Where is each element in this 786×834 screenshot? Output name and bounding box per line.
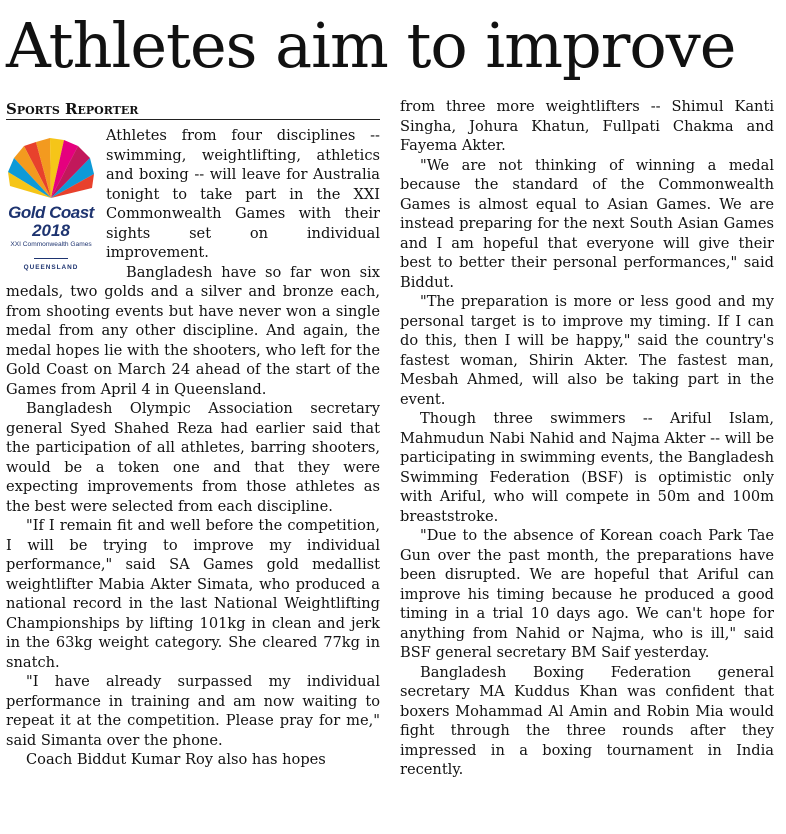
paragraph: Coach Biddut Kumar Roy also has hopes	[26, 751, 326, 768]
paragraph: "We are not thinking of winning a medal because the standard of the Commonwealth Games is almost equal to Asian Games. We are instead preparing for the next South Asian Games and I am hopeful that everyone will give their best to better their personal performances," said Biddut.	[400, 156, 774, 291]
paragraph: "The preparation is more or less good and my personal target is to improve my timing. If I can do this, then I will be happy," said the country's fastest woman, Shirin Akter. The fastest man, Mesbah Ahmed, will also be taking part in the event.	[400, 293, 774, 408]
logo-state: QUEENSLAND	[23, 264, 79, 271]
paragraph: Athletes from four disciplines -- swimming, weightlifting, athletics and boxing -- will leave for Australia tonight to take part in the XXI Commonwealth Games with their sights set on individual improvement.	[106, 127, 380, 261]
paragraph: "Due to the absence of Korean coach Park Tae Gun over the past month, the preparations have been disrupted. We are hopeful that Ariful can improve his timing because he produced a good timing in a trial 10 days ago. We can't hope for anything from Nahid or Najma, who is ill," said BSF general secretary BM Saif yesterday.	[400, 527, 774, 661]
paragraph: Though three swimmers -- Ariful Islam, Mahmudun Nabi Nahid and Najma Akter -- will be participating in swimming events, the Bangladesh Swimming Federation (BSF) is optimistic only with Ariful, who will compete in 50m and 100m breaststroke.	[400, 410, 774, 525]
logo-year: 2018	[32, 221, 70, 240]
paragraph: Bangladesh Boxing Federation general secretary MA Kuddus Khan was confident that boxers Mohammad Al Amin and Robin Mia would fight through the three rounds after they impressed in a boxing tournament in India recently.	[400, 663, 774, 778]
commonwealth-games-emblem-icon	[6, 138, 96, 204]
headline: Athletes aim to improve	[6, 9, 736, 82]
paragraph: "If I remain fit and well before the competition, I will be trying to improve my individual performance," said SA Games gold medallist weightlifter Mabia Akter Simata, who produced a national record in the last National Weightlifting Championships by lifting 101kg in clean and jerk in the 63kg weight category. She cleared 77kg in snatch.	[6, 517, 380, 671]
paragraph: from three more weightlifters -- Shimul Kanti Singha, Johura Khatun, Fullpati Chakma and Fayema Akter.	[400, 98, 774, 154]
logo-games-title: XXI Commonwealth Games	[10, 241, 92, 248]
paragraph: Bangladesh have so far won six medals, two golds and a silver and bronze each, from shooting events but have never won a single medal from any other discipline. And again, the medal hopes lie with the shooters, who left for the Gold Coast on March 24 ahead of the start of the Games from April 4 in Queensland.	[6, 263, 380, 398]
byline: Sports Reporter	[6, 99, 380, 120]
paragraph: Bangladesh Olympic Association secretary general Syed Shahed Reza had earlier said that the participation of all athletes, barring shooters, would be a token one and that they were expecting improvements from those athletes as the best were selected from each discipline.	[6, 400, 380, 515]
logo-name-line: Gold Coast	[8, 203, 94, 222]
logo-divider	[34, 258, 68, 259]
article-column-right	[400, 97, 774, 780]
article-column-left	[6, 99, 380, 770]
gold-coast-2018-logo	[6, 138, 96, 278]
paragraph: "I have already surpassed my individual performance in training and am now waiting to repeat it at the competition. Please pray for me," said Simanta over the phone.	[6, 673, 380, 749]
